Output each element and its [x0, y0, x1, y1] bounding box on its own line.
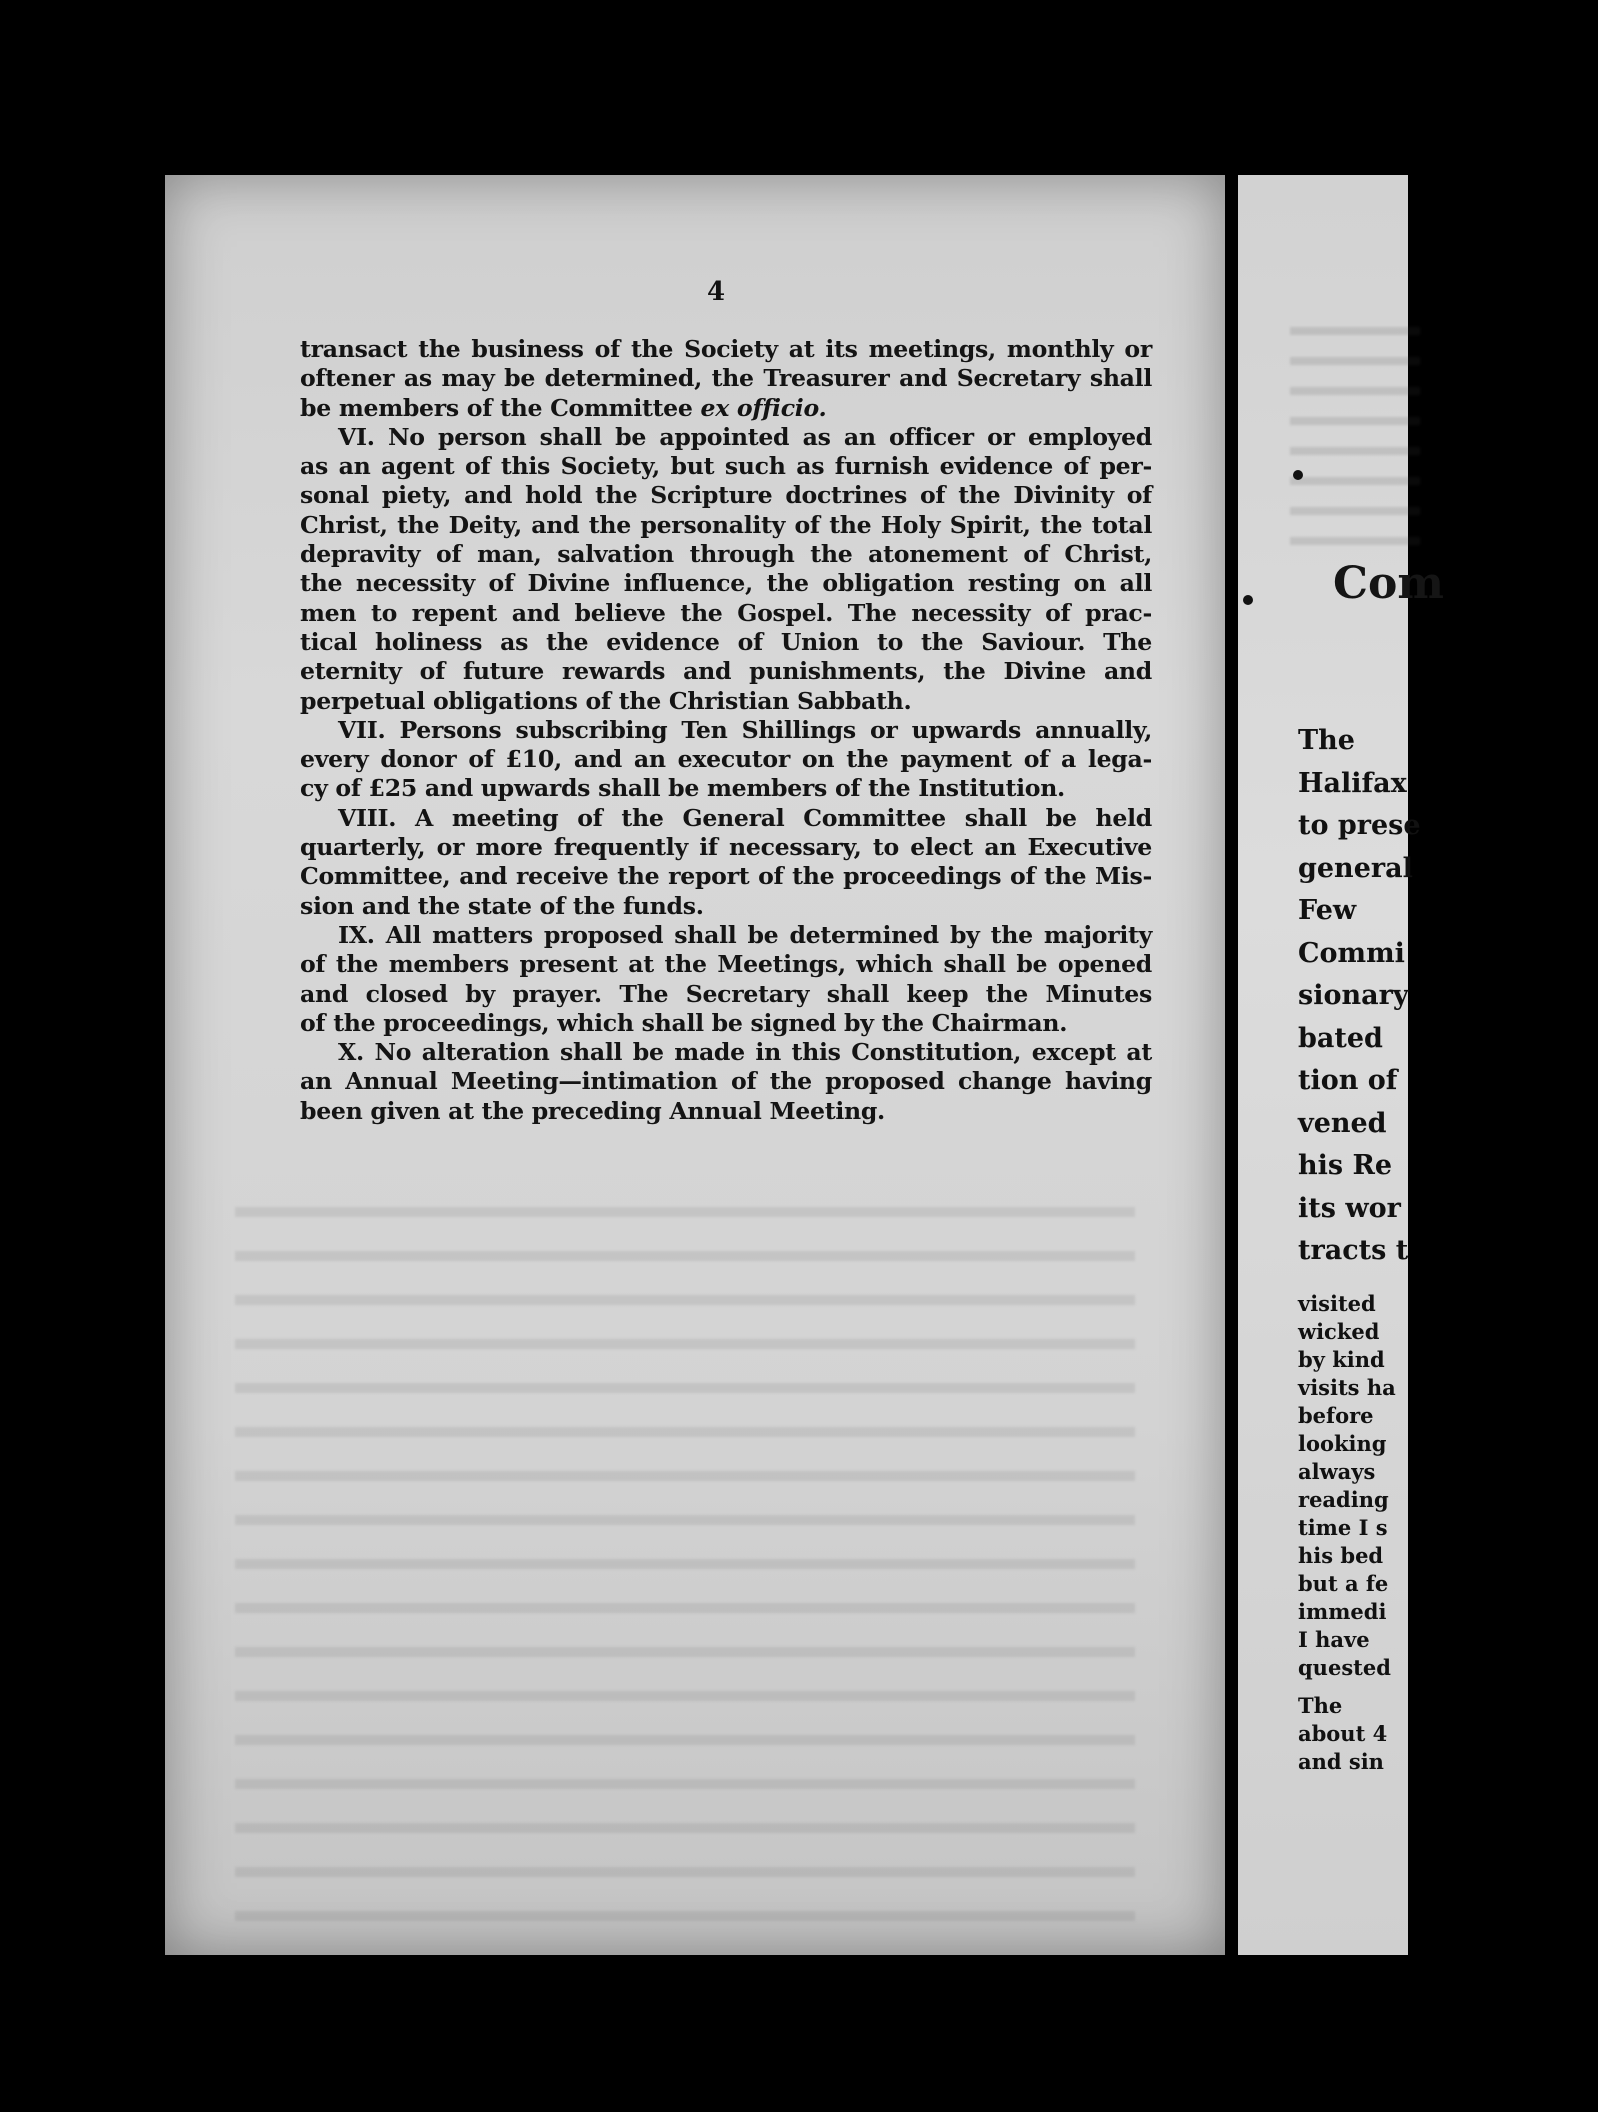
right-page-large-text [1298, 720, 1598, 1273]
text-line: VI. No person shall be appointed as an officer or employed [338, 422, 1152, 451]
right-page [1238, 175, 1444, 1955]
text-fragment: looking [1298, 1431, 1387, 1456]
text-fragment: Few [1298, 895, 1357, 926]
text-fragment: always [1298, 1459, 1376, 1484]
text-line: every donor of £10, and an executor on the payment of a lega- [300, 745, 1152, 774]
text-fragment: by kind [1298, 1347, 1385, 1372]
text-fragment: his Re [1298, 1150, 1393, 1181]
text-line: of the proceedings, which shall be signed by the Chairman. [300, 1008, 1068, 1037]
page-gutter [1225, 175, 1238, 1955]
text-line: eternity of future rewards and punishments, the Divine and [300, 657, 1152, 686]
left-page [165, 175, 1225, 1955]
bullet-mark [1243, 595, 1253, 605]
italic-phrase: ex officio. [700, 393, 827, 422]
text-fragment: reading [1298, 1487, 1389, 1512]
text-line: an Annual Meeting—intimation of the proposed change having [300, 1067, 1152, 1096]
text-line: depravity of man, salvation through the atonement of Christ, [300, 540, 1152, 569]
text-line: VIII. A meeting of the General Committee shall be held [338, 803, 1152, 832]
text-fragment: his bed [1298, 1543, 1384, 1568]
text-fragment: tion of [1298, 1065, 1398, 1096]
text-fragment: wicked [1298, 1319, 1380, 1344]
text-fragment: Commi [1298, 937, 1405, 969]
text-fragment: its wor [1298, 1192, 1401, 1224]
text-line: Christ, the Deity, and the personality of the Holy Spirit, the total [300, 510, 1152, 539]
text-fragment: about 4 [1298, 1721, 1388, 1746]
bullet-mark [1293, 470, 1303, 480]
text-line: transact the business of the Society at its meetings, monthly or [300, 335, 1152, 363]
text-fragment: Halifax [1298, 767, 1407, 799]
text-line: sion and the state of the funds. [300, 891, 704, 920]
text-fragment: to prese [1298, 810, 1421, 841]
text-fragment: I have [1298, 1627, 1370, 1652]
text-fragment: sionary [1298, 980, 1409, 1011]
text-fragment: tracts t [1298, 1235, 1409, 1266]
text-fragment: and sin [1298, 1749, 1384, 1774]
text-fragment: time I s [1298, 1515, 1388, 1540]
text-fragment: quested [1298, 1655, 1391, 1680]
text-line: the necessity of Divine influence, the obligation resting on all [300, 569, 1152, 598]
text-line: been given at the preceding Annual Meeting. [300, 1096, 885, 1125]
text-line: perpetual obligations of the Christian Sabbath. [300, 686, 912, 715]
text-fragment: The [1298, 1693, 1343, 1718]
text-fragment: vened [1298, 1107, 1387, 1139]
text-fragment: general [1298, 852, 1413, 884]
right-page-small-text [1298, 1290, 1598, 1776]
text-line: tical holiness as the evidence of Union to the Saviour. The [300, 627, 1152, 656]
text-fragment: bated [1298, 1022, 1383, 1054]
text-line: and closed by prayer. The Secretary shall keep the Minutes [300, 979, 1152, 1008]
text-line: sonal piety, and hold the Scripture doctrines of the Divinity of [300, 481, 1152, 510]
right-page-heading: Com [1333, 558, 1444, 609]
text-fragment: visited [1298, 1291, 1376, 1316]
text-fragment: before [1298, 1403, 1374, 1428]
text-line: IX. All matters proposed shall be determined by the majority [338, 920, 1152, 949]
text-line: cy of £25 and upwards shall be members of the Institution. [300, 774, 1065, 803]
text-line: Committee, and receive the report of the proceedings of the Mis- [300, 862, 1152, 891]
page-number: 4 [707, 277, 726, 307]
text-line: be members of the Committee ex officio. [300, 393, 827, 422]
text-fragment: but a fe [1298, 1571, 1389, 1596]
text-fragment: visits ha [1298, 1375, 1396, 1400]
text-line: men to repent and believe the Gospel. The necessity of prac- [300, 598, 1152, 627]
text-line: VII. Persons subscribing Ten Shillings or upwards annually, [338, 715, 1152, 744]
text-line: X. No alteration shall be made in this Constitution, except at [338, 1038, 1152, 1067]
text-line: quarterly, or more frequently if necessary, to elect an Executive [300, 833, 1152, 862]
text-line: of the members present at the Meetings, which shall be opened [300, 950, 1152, 979]
text-line: oftener as may be determined, the Treasurer and Secretary shall [300, 364, 1152, 393]
text-fragment: The [1298, 725, 1355, 756]
constitution-text [300, 335, 1152, 1126]
show-through-text [235, 1185, 1135, 1945]
text-fragment: immedi [1298, 1599, 1387, 1624]
faint-text-block [1290, 305, 1420, 555]
text-line: as an agent of this Society, but such as furnish evidence of per- [300, 452, 1152, 481]
